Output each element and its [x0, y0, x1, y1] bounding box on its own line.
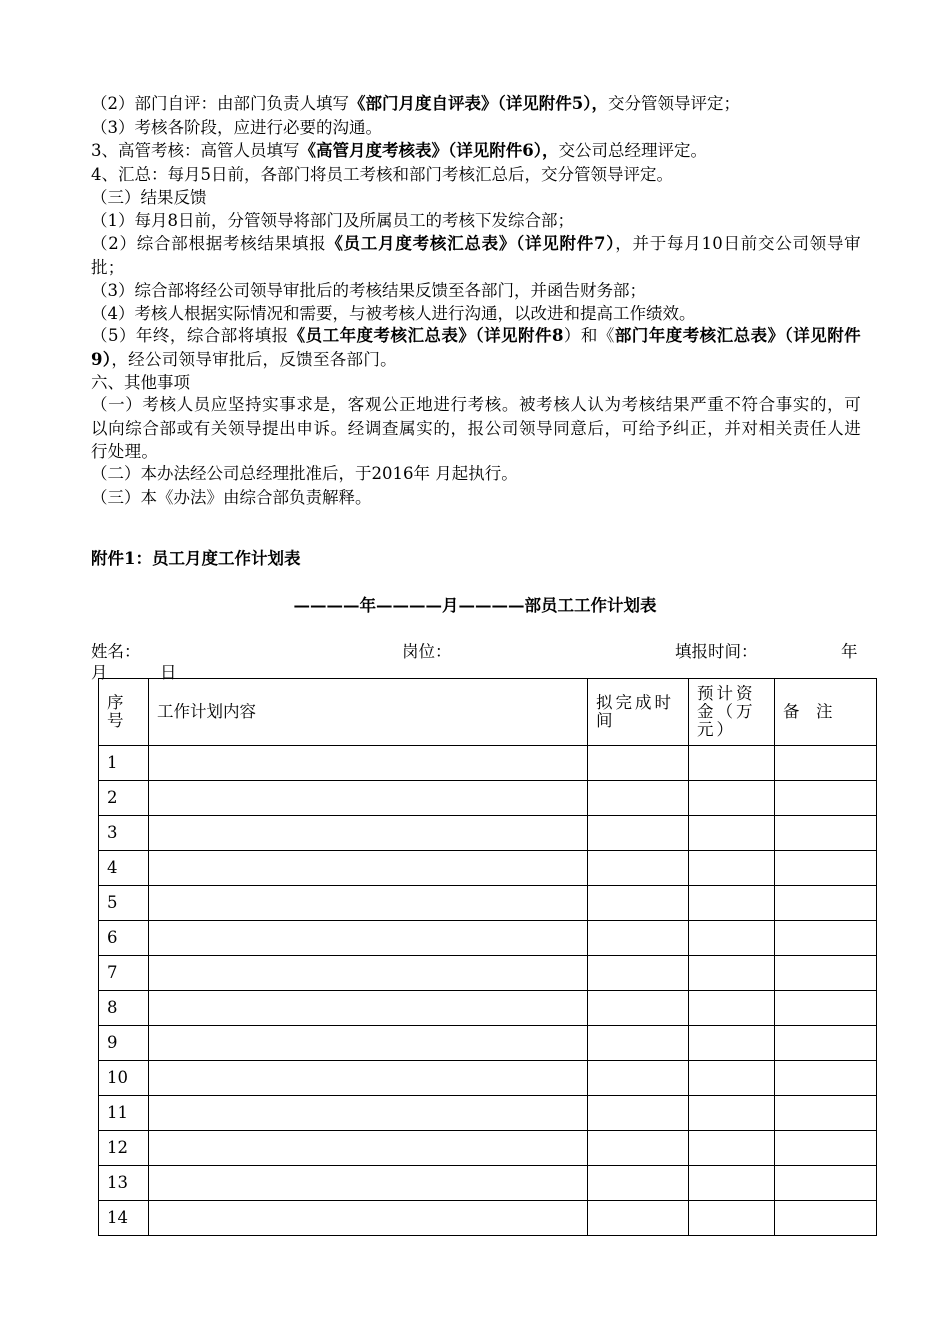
remarks-cell[interactable]: [775, 956, 877, 991]
table-row: [99, 991, 877, 1026]
work-plan-table: [98, 678, 877, 1236]
row-number: 5: [99, 886, 149, 921]
form-title: ————年————月————部员工工作计划表: [293, 596, 657, 615]
plan-content-cell[interactable]: [149, 921, 588, 956]
bold-reference: 部门年度考核汇总表》（详见附件9）: [91, 326, 861, 369]
text: （2）部门自评：由部门负责人填写: [91, 94, 349, 113]
name-label: 姓名：: [91, 642, 141, 661]
table-row: [99, 921, 877, 956]
paragraph-appeal: （一）考核人员应坚持实事求是，客观公正地进行考核。被考核人认为考核结果严重不符合事实的，可以向综合部或有关领导提出申诉。经调查属实的，报公司领导同意后，可给予纠正，并对相关责任人进行处理。: [91, 395, 861, 461]
remarks-cell[interactable]: [775, 746, 877, 781]
budget-cell[interactable]: [689, 1061, 775, 1096]
budget-cell[interactable]: [689, 1131, 775, 1166]
completion-time-cell[interactable]: [588, 1061, 689, 1096]
section-heading: （三）结果反馈: [91, 188, 207, 207]
paragraph: （二）本办法经公司总经理批准后，于2016年 月起执行。: [91, 464, 518, 483]
row-number: 12: [99, 1131, 149, 1166]
table-row: [99, 956, 877, 991]
text: ）和《: [563, 326, 615, 345]
paragraph: （1）每月8日前，分管领导将部门及所属员工的考核下发综合部；: [91, 211, 574, 230]
text: 3、高管考核：高管人员填写: [91, 141, 300, 160]
table-header-row: [99, 679, 877, 746]
row-number: 7: [99, 956, 149, 991]
month-label: 月: [91, 663, 108, 682]
budget-cell[interactable]: [689, 1166, 775, 1201]
paragraph: （3）综合部将经公司领导审批后的考核结果反馈至各部门，并函告财务部；: [91, 281, 646, 300]
attachment-label: 附件1：员工月度工作计划表: [91, 549, 301, 568]
budget-cell[interactable]: [689, 1026, 775, 1061]
plan-content-cell[interactable]: [149, 1061, 588, 1096]
remarks-cell[interactable]: [775, 1061, 877, 1096]
completion-time-cell[interactable]: [588, 886, 689, 921]
completion-time-cell[interactable]: [588, 1201, 689, 1236]
header-budget: 预计资金（万元）: [689, 679, 775, 746]
table-row: [99, 1166, 877, 1201]
remarks-cell[interactable]: [775, 1026, 877, 1061]
plan-content-cell[interactable]: [149, 886, 588, 921]
remarks-cell[interactable]: [775, 1201, 877, 1236]
budget-cell[interactable]: [689, 991, 775, 1026]
text: ，经公司领导审批后，反馈至各部门。: [111, 349, 397, 369]
budget-cell[interactable]: [689, 816, 775, 851]
budget-cell[interactable]: [689, 781, 775, 816]
remarks-cell[interactable]: [775, 781, 877, 816]
table-row: [99, 746, 877, 781]
plan-content-cell[interactable]: [149, 956, 588, 991]
completion-time-cell[interactable]: [588, 851, 689, 886]
budget-cell[interactable]: [689, 1201, 775, 1236]
row-number: 6: [99, 921, 149, 956]
paragraph-year-end: [91, 324, 861, 371]
remarks-cell[interactable]: [775, 1166, 877, 1201]
row-number: 4: [99, 851, 149, 886]
completion-time-cell[interactable]: [588, 991, 689, 1026]
text: ，并于每月10日前交公司领导审批；: [91, 234, 861, 277]
row-number: 13: [99, 1166, 149, 1201]
year-label: 年: [841, 642, 858, 661]
plan-content-cell[interactable]: [149, 1096, 588, 1131]
remarks-cell[interactable]: [775, 991, 877, 1026]
remarks-cell[interactable]: [775, 921, 877, 956]
row-number: 9: [99, 1026, 149, 1061]
paragraph: （3）考核各阶段，应进行必要的沟通。: [91, 118, 382, 137]
paragraph-exec-eval: [91, 139, 861, 163]
table-row: [99, 1096, 877, 1131]
completion-time-cell[interactable]: [588, 956, 689, 991]
table-row: [99, 1201, 877, 1236]
budget-cell[interactable]: [689, 851, 775, 886]
completion-time-cell[interactable]: [588, 781, 689, 816]
paragraph-summary-report: [91, 232, 861, 279]
table-row: [99, 886, 877, 921]
completion-time-cell[interactable]: [588, 816, 689, 851]
budget-cell[interactable]: [689, 1096, 775, 1131]
row-number: 3: [99, 816, 149, 851]
paragraph-dept-self-eval: [91, 92, 861, 116]
plan-content-cell[interactable]: [149, 746, 588, 781]
plan-content-cell[interactable]: [149, 1166, 588, 1201]
table-row: [99, 851, 877, 886]
date-label: 填报时间：: [675, 642, 758, 661]
text: 交分管领导评定；: [607, 94, 740, 113]
header-serial: 序号: [99, 679, 149, 746]
plan-content-cell[interactable]: [149, 1131, 588, 1166]
plan-content-cell[interactable]: [149, 1201, 588, 1236]
completion-time-cell[interactable]: [588, 1131, 689, 1166]
position-label: 岗位：: [402, 642, 452, 661]
bold-reference: 《高管月度考核表》（详见附件6），: [299, 141, 559, 160]
completion-time-cell[interactable]: [588, 921, 689, 956]
table-row: [99, 816, 877, 851]
plan-content-cell[interactable]: [149, 781, 588, 816]
remarks-cell[interactable]: [775, 1131, 877, 1166]
budget-cell[interactable]: [689, 921, 775, 956]
budget-cell[interactable]: [689, 746, 775, 781]
table-row: [99, 781, 877, 816]
bold-reference: 《员工年度考核汇总表》（详见附件8: [288, 326, 564, 345]
row-number: 1: [99, 746, 149, 781]
completion-time-cell[interactable]: [588, 1026, 689, 1061]
text: 交公司总经理评定。: [558, 141, 707, 160]
bold-reference: 《员工月度考核汇总表》（详见附件7）: [326, 234, 616, 253]
day-label: 日: [160, 663, 177, 682]
remarks-cell[interactable]: [775, 816, 877, 851]
row-number: 8: [99, 991, 149, 1026]
row-number: 2: [99, 781, 149, 816]
plan-content-cell[interactable]: [149, 991, 588, 1026]
plan-content-cell[interactable]: [149, 816, 588, 851]
paragraph: 4、汇总：每月5日前，各部门将员工考核和部门考核汇总后，交分管领导评定。: [91, 165, 673, 184]
remarks-cell[interactable]: [775, 851, 877, 886]
completion-time-cell[interactable]: [588, 746, 689, 781]
paragraph: （4）考核人根据实际情况和需要，与被考核人进行沟通，以改进和提高工作绩效。: [91, 304, 696, 323]
completion-time-cell[interactable]: [588, 1166, 689, 1201]
table-body: [99, 746, 877, 1236]
header-plan-content: 工作计划内容: [149, 679, 588, 746]
text: （5）年终，综合部将填报: [91, 326, 289, 345]
text: （2）综合部根据考核结果填报: [91, 234, 327, 253]
completion-time-cell[interactable]: [588, 1096, 689, 1131]
table-row: [99, 1131, 877, 1166]
row-number: 11: [99, 1096, 149, 1131]
row-number: 14: [99, 1201, 149, 1236]
table-row: [99, 1026, 877, 1061]
header-remarks: 备 注: [775, 679, 877, 746]
section-heading: 六、其他事项: [91, 373, 190, 392]
table-row: [99, 1061, 877, 1096]
budget-cell[interactable]: [689, 886, 775, 921]
remarks-cell[interactable]: [775, 1096, 877, 1131]
bold-reference: 《部门月度自评表》（详见附件5），: [349, 94, 608, 113]
header-completion-time: 拟完成时间: [588, 679, 689, 746]
plan-content-cell[interactable]: [149, 851, 588, 886]
budget-cell[interactable]: [689, 956, 775, 991]
paragraph: （三）本《办法》由综合部负责解释。: [91, 488, 372, 507]
row-number: 10: [99, 1061, 149, 1096]
plan-content-cell[interactable]: [149, 1026, 588, 1061]
remarks-cell[interactable]: [775, 886, 877, 921]
